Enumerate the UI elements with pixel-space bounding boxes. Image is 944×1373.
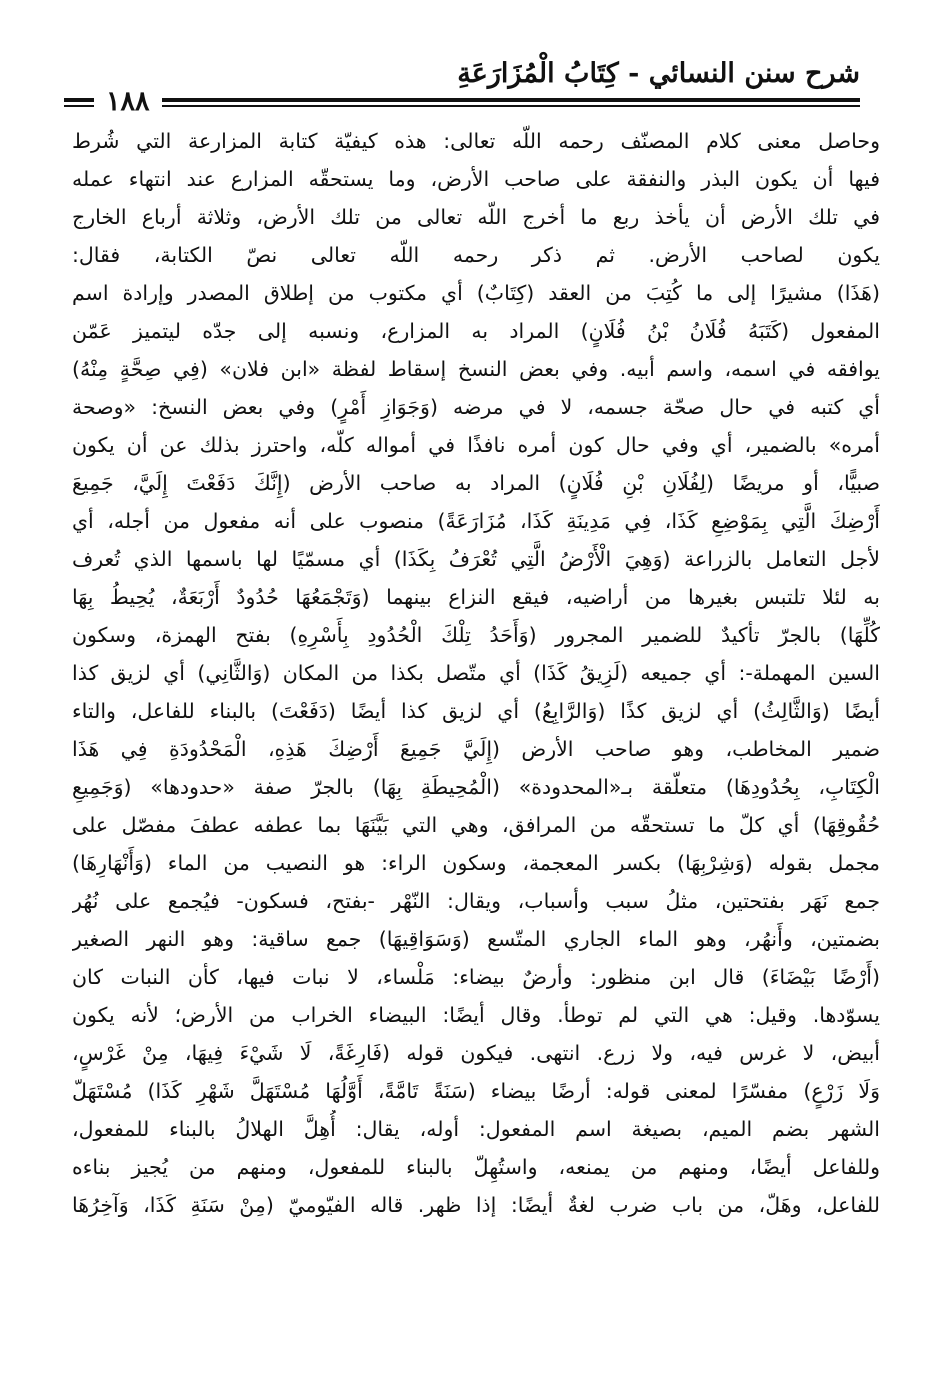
text-line: المفعول (كَتَبَهُ فُلَانُ بْنُ فُلَانٍ) المراد به المزارع، ونسبه إلى جدّه ليتميز عَمّن xyxy=(72,319,880,343)
text-line: للفاعل، وهَلّ، من باب ضرب لغةٌ أيضًا: إذا ظهر. قاله الفيّوميّ (مِنْ سَنَةِ كَذَا، وَآخِرُهَا xyxy=(72,1193,880,1217)
text-line: صبيًّا، أو مريضًا (لِفُلَانِ بْنِ فُلَانٍ) المراد به صاحب الأرض (إِنَّكَ دَفَعْتَ إِلَيَّ، جَمِيعَ xyxy=(72,471,880,495)
text-line: حُقُوقِهَا) أي كلّ ما تستحقّه من المرافق، وهي التي بَيَّنَهَا بما عطفه عطفَ مفصّل على xyxy=(72,813,880,837)
text-line: وللفاعل أيضًا، ومنهم من يمنعه، واستُهِلّ بالبناء للمفعول، ومنهم من يُجيز بناءه xyxy=(72,1155,880,1179)
text-line: أيضًا (وَالثَّالِثُ) أي لزيق كذًا (وَالرَّابِعُ) أي لزيق كذا أيضًا (دَفَعْتَ) بالبناء للفاعل، والتاء xyxy=(72,699,880,723)
text-line: (هَذَا) مشيرًا إلى ما كُتِبَ من العقد (كِتَابٌ) أي مكتوب من إطلاق المصدر وإرادة اسم xyxy=(72,281,880,305)
text-line: الشهر بضم الميم، بصيغة اسم المفعول: أوله، يقال: أُهِلَّ الهلالُ بالبناء للمفعول، xyxy=(72,1117,880,1141)
text-line: السين المهملة-: أي جميعه (لَزِيقُ كَذَا) أي متّصل بكذا من المكان (وَالثَّانِي) أي لزيق كذا xyxy=(72,661,880,685)
running-title: شرح سنن النسائي - كِتَابُ الْمُزَارَعَةِ xyxy=(457,58,860,89)
text-line: الْكِتَابِ، بِحُدُودِهَا) متعلّقة بـ«المحدودة» (الْمُحِيطَةِ بِهَا) بالجرّ صفة «حدودها» (وَجَمِيعِ xyxy=(72,775,880,799)
header-rule-thin xyxy=(64,105,860,107)
text-line: فيها أن يكون البذر والنفقة على صاحب الأرض، وما يستحقّه المزارع عند انتهاء عمله xyxy=(72,167,880,191)
header-rule-thick xyxy=(64,98,860,102)
page-number: ١٨٨ xyxy=(94,86,162,117)
text-line: جمع نَهَر بفتحتين، مثلُ سبب وأسباب، ويقال: النّهْر -بفتح، فسكون- فيُجمع على نُهُر xyxy=(72,889,880,913)
text-line: لأجل التعامل بالزراعة (وَهِيَ الْأَرْضُ الَّتِي تُعْرَفُ بِكَذَا) أي مسمّيًا لها باسمها الذي تُعرف xyxy=(72,547,880,571)
text-line: أي كتبه في حال صحّة جسمه، لا في مرضه (وَجَوَازِ أَمْرٍ) وفي بعض النسخ: «وصحة xyxy=(72,395,880,419)
text-line: أمره» بالضمير، أي وفي حال كون أمره نافذًا في أمواله كلّه، واحترز بذلك عن أن يكون xyxy=(72,433,880,457)
page-header xyxy=(64,58,860,117)
text-line: في تلك الأرض أن يأخذ ربع ما أخرج اللّه تعالى من تلك الأرض، وثلاثة أرباع الخارج xyxy=(72,205,880,229)
text-line: به لئلا تلتبس بغيرها من أراضيه، فيقع النزاع بينهما (وَتَجْمَعُهَا حُدُودٌ أَرْبَعَةٌ، يُحِيطُ بِهَا xyxy=(72,585,880,609)
text-line: مجمل بقوله (وَشِرْبِهَا) بكسر المعجمة، وسكون الراء: هو النصيب من الماء (وَأَنْهَارِهَا) xyxy=(72,851,880,875)
text-line: يوافقه في اسمه، واسم أبيه. وفي بعض النسخ إسقاط لفظة «ابن فلان» (فِي صِحَّةٍ مِنْهُ) xyxy=(72,357,880,381)
text-line: ضمير المخاطب، وهو صاحب الأرض (إِلَيَّ جَمِيعَ أَرْضِكَ هَذِهِ، الْمَحْدُودَةِ فِي هَذَا xyxy=(72,737,880,761)
body-text xyxy=(72,122,880,1224)
text-line: يكون لصاحب الأرض. ثم ذكر رحمه اللّه تعالى نصّ الكتابة، فقال: xyxy=(72,243,880,267)
text-line: (أَرْضًا بَيْضَاءَ) قال ابن منظور: وأرضٌ بيضاء: مَلْساء، لا نبات فيها، كأن النبات كان xyxy=(72,965,880,989)
text-line: أَرْضِكَ الَّتِي بِمَوْضِعِ كَذَا، فِي مَدِينَةِ كَذَا، مُزَارَعَةً) منصوب على أنه مفعول من أجله، أي xyxy=(72,509,880,533)
text-line: كُلِّهَا) بالجرّ تأكيدٌ للضمير المجرور (وَأَحَدُ تِلْكَ الْحُدُودِ بِأَسْرِهِ) بفتح الهمزة، وسكون xyxy=(72,623,880,647)
text-line: وَلَا زَرْعٍ) مفسّرًا لمعنى قوله: أرضًا بيضاء (سَنَةً تَامَّةً، أَوَّلُهَا مُسْتَهَلَّ شَهْرِ كَذَا) مُسْتَهَلّ xyxy=(72,1079,880,1103)
text-line: أبيض، لا غرس فيه، ولا زرع. انتهى. فيكون قوله (فَارِغَةً، لَا شَيْءَ فِيهَا، مِنْ غَرْسٍ، xyxy=(72,1041,880,1065)
text-line: يسوّدها. وقيل: هي التي لم توطأ. وقال أيضًا: البيضاء الخراب من الأرض؛ لأنه يكون xyxy=(72,1003,880,1027)
text-line: وحاصل معنى كلام المصنّف رحمه اللّه تعالى: هذه كيفيّة كتابة المزارعة التي شُرط xyxy=(72,129,880,153)
text-line: بضمتين، وأَنهُر، وهو الماء الجاري المتّسع (وَسَوَاقِيهَا) جمع ساقية: وهو النهر الصغير xyxy=(72,927,880,951)
